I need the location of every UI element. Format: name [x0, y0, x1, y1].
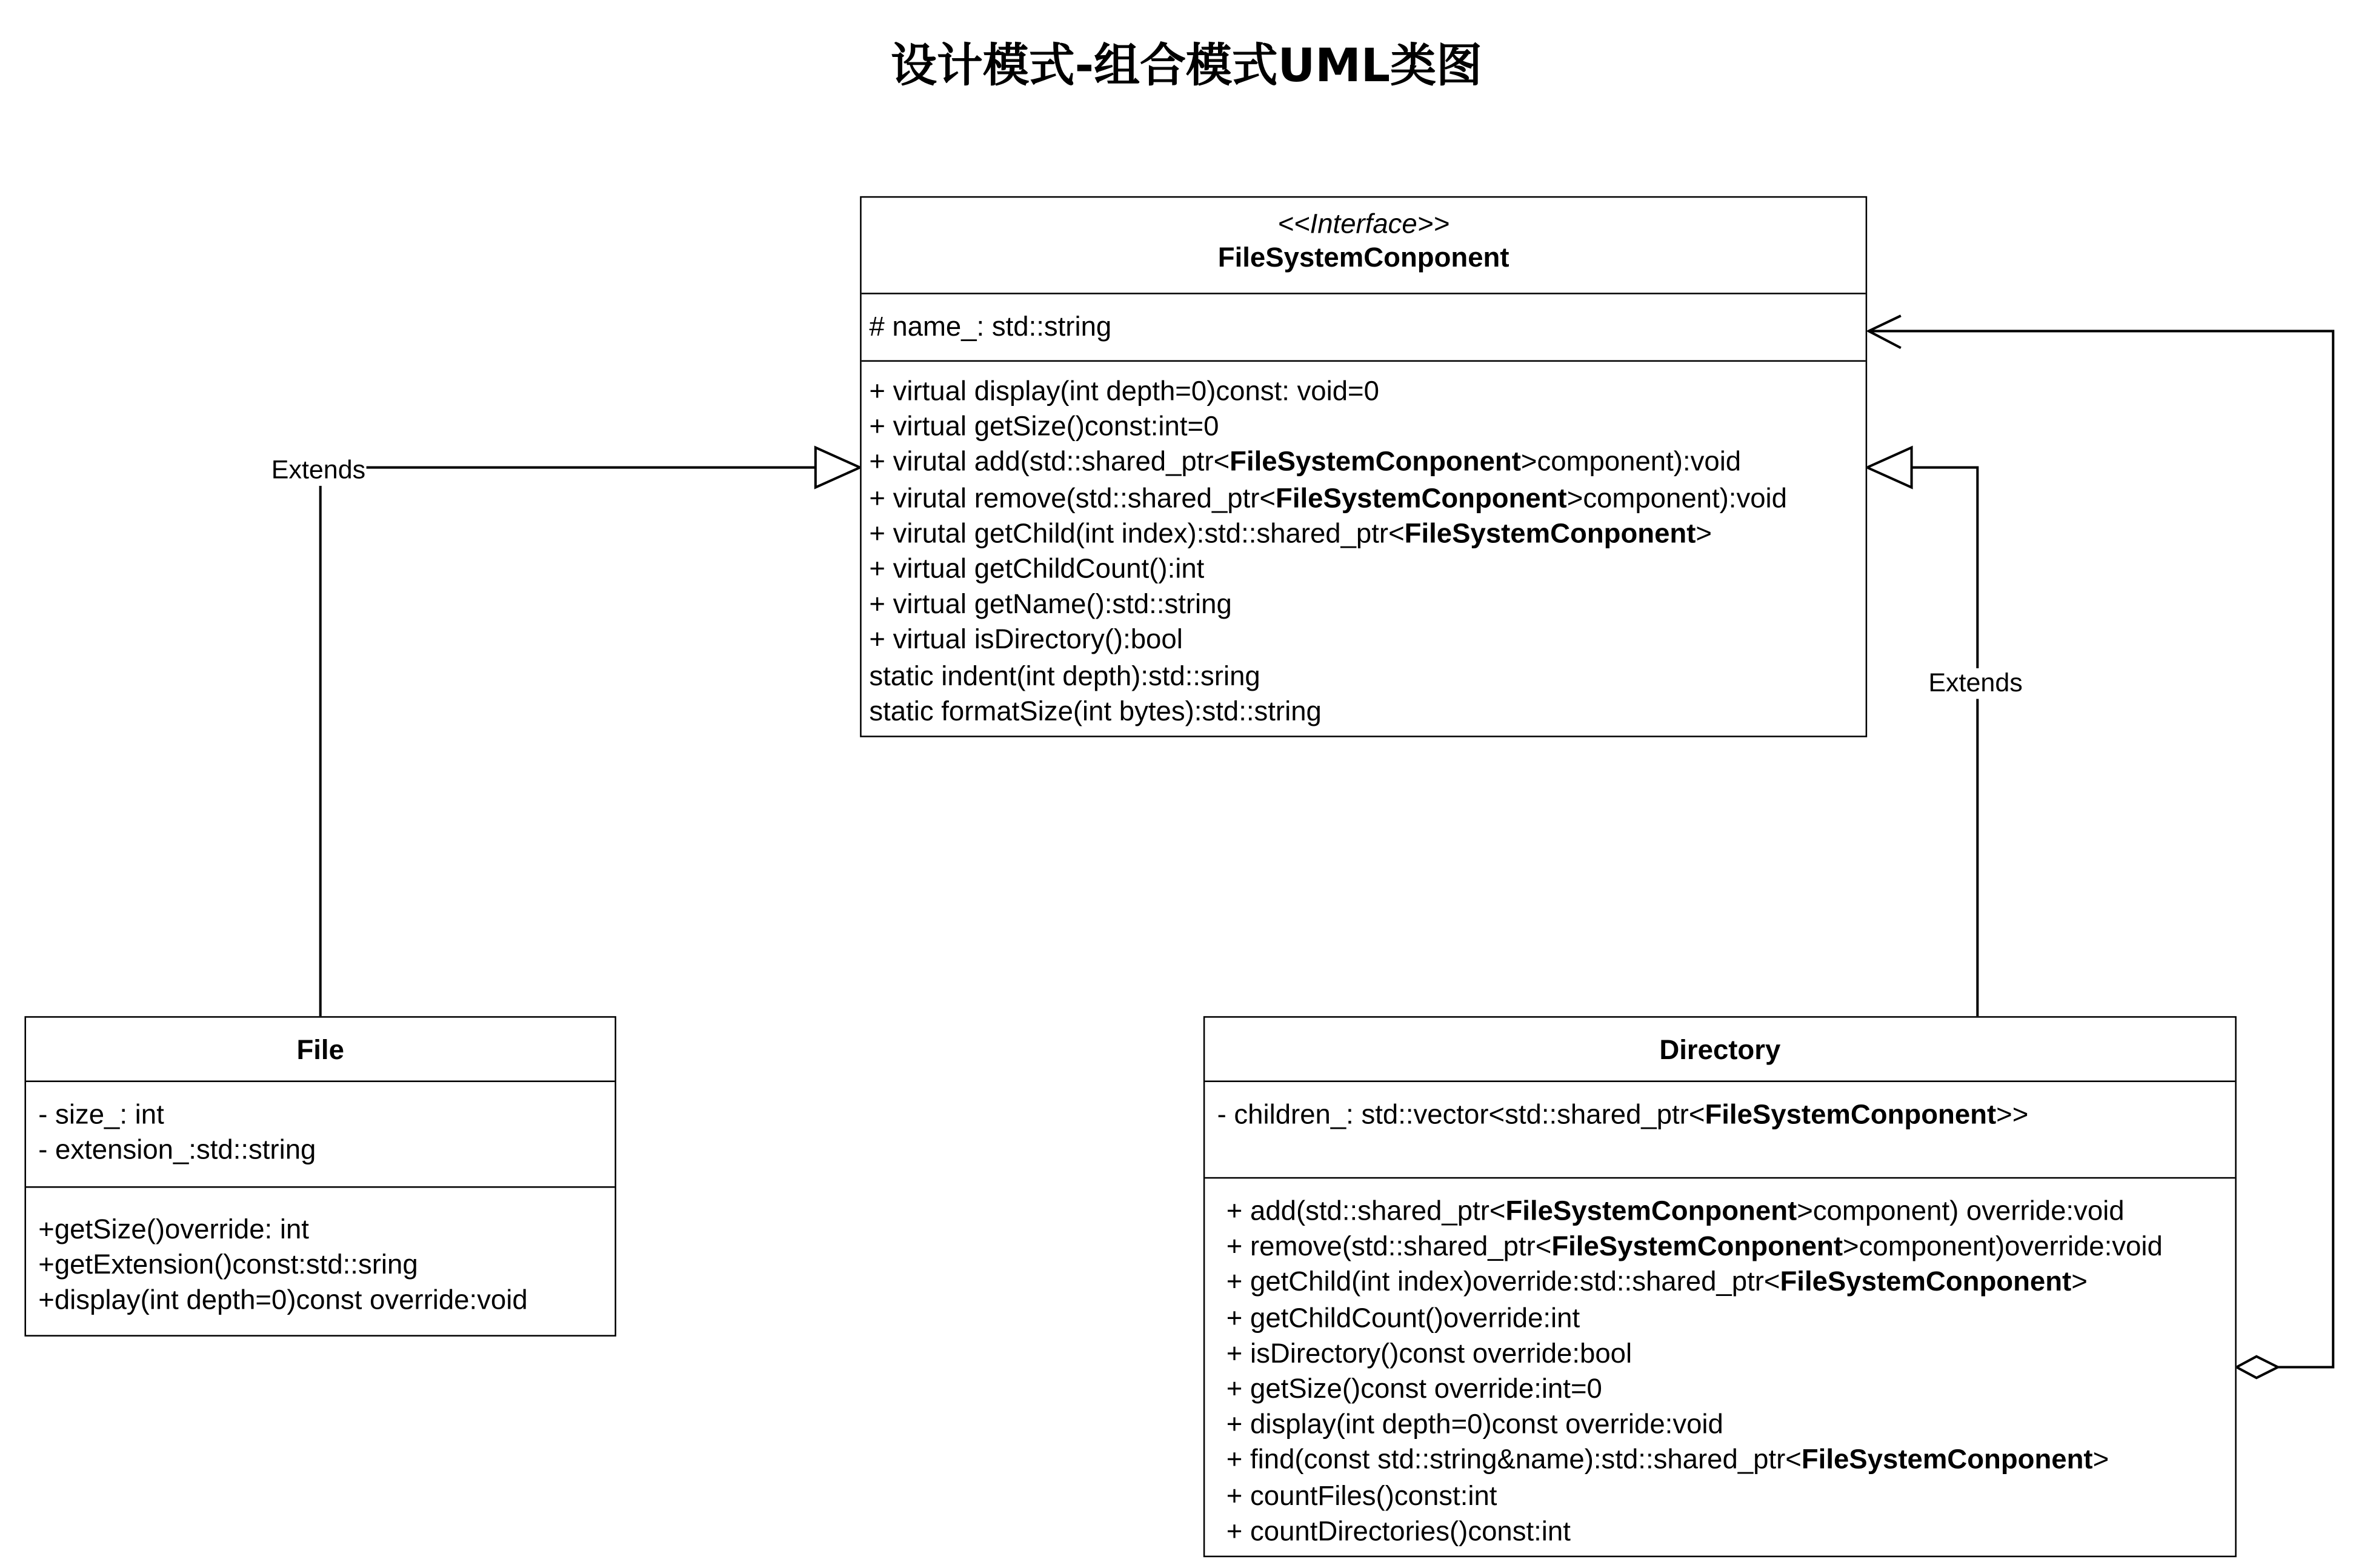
method-row	[869, 623, 1865, 659]
file-attributes	[26, 1082, 614, 1188]
member-text: + virtual display(int depth=0)const: void=0	[869, 375, 1379, 407]
directory-attributes	[1205, 1082, 2235, 1178]
file-generalization-arrow	[321, 448, 860, 1017]
method-row	[1226, 1229, 2235, 1265]
method-row	[1226, 1265, 2235, 1301]
attribute-row	[869, 310, 1865, 345]
method-row	[869, 445, 1865, 481]
method-row	[38, 1283, 614, 1319]
member-text: + virutal add(std::shared_ptr<	[869, 447, 1230, 477]
attribute-row	[38, 1097, 614, 1133]
type-name-bold: FileSystemConponent	[1404, 517, 1696, 549]
member-text: >	[2092, 1444, 2109, 1475]
file-header	[26, 1018, 614, 1082]
member-text: + add(std::shared_ptr<	[1226, 1195, 1506, 1226]
method-row	[869, 516, 1865, 552]
directory-methods	[1205, 1178, 2235, 1549]
method-row	[38, 1248, 614, 1284]
member-text: - children_: std::vector<std::shared_ptr<	[1217, 1098, 1705, 1130]
member-text: +getSize()override: int	[38, 1214, 309, 1245]
method-row	[869, 659, 1865, 694]
method-row	[869, 587, 1865, 623]
interface-attributes	[862, 294, 1866, 362]
member-text: + getSize()const override:int=0	[1226, 1373, 1602, 1404]
member-text: >>	[1996, 1098, 2029, 1130]
member-text: >	[1696, 517, 1712, 549]
member-text: + countFiles()const:int	[1226, 1480, 1497, 1511]
member-text: + virtual isDirectory():bool	[869, 624, 1183, 655]
method-row	[1226, 1372, 2235, 1407]
member-text: + virutal remove(std::shared_ptr<	[869, 482, 1276, 513]
member-text: - extension_:std::string	[38, 1134, 316, 1166]
type-name-bold: FileSystemConponent	[1505, 1195, 1797, 1226]
interface-filesystemconponent	[860, 196, 1867, 737]
class-directory	[1203, 1016, 2237, 1557]
method-row	[1226, 1443, 2235, 1478]
type-name-bold: FileSystemConponent	[1230, 447, 1521, 477]
diagram-title: 设计模式-组合模式UML类图	[891, 39, 1482, 94]
member-text: >component):void	[1520, 447, 1742, 477]
file-extends-label: Extends	[270, 455, 367, 486]
method-row	[869, 410, 1865, 445]
interface-header	[862, 198, 1866, 294]
member-text: >component) override:void	[1797, 1195, 2125, 1226]
directory-generalization-arrow	[1867, 448, 1977, 1017]
file-class-name: File	[296, 1034, 344, 1066]
member-text: + display(int depth=0)const override:void	[1226, 1409, 1723, 1440]
member-text: >	[2071, 1266, 2088, 1298]
attribute-row	[1217, 1097, 2235, 1133]
member-text: +getExtension()const:std::sring	[38, 1249, 418, 1280]
directory-class-name: Directory	[1659, 1034, 1781, 1066]
type-name-bold: FileSystemConponent	[1801, 1444, 2093, 1475]
method-row	[1226, 1336, 2235, 1372]
method-row	[1226, 1301, 2235, 1337]
method-row	[1226, 1478, 2235, 1514]
member-text: + getChild(int index)override:std::shared_ptr<	[1226, 1266, 1780, 1298]
method-row	[869, 374, 1865, 410]
interface-name: FileSystemConponent	[1217, 242, 1509, 273]
member-text: + getChildCount()override:int	[1226, 1302, 1580, 1333]
member-text: # name_: std::string	[869, 311, 1112, 342]
method-row	[38, 1212, 614, 1248]
method-row	[1226, 1407, 2235, 1443]
method-row	[1226, 1514, 2235, 1550]
method-row	[869, 694, 1865, 729]
member-text: static indent(int depth):std::sring	[869, 660, 1260, 691]
class-file	[24, 1016, 616, 1337]
member-text: + virtual getChildCount():int	[869, 553, 1205, 584]
member-text: + remove(std::shared_ptr<	[1226, 1231, 1552, 1262]
method-row	[1226, 1194, 2235, 1230]
method-row	[869, 552, 1865, 588]
file-methods	[26, 1188, 614, 1319]
type-name-bold: FileSystemConponent	[1780, 1266, 2072, 1298]
member-text: +display(int depth=0)const override:void	[38, 1284, 528, 1316]
member-text: >component)override:void	[1843, 1231, 2163, 1262]
member-text: + countDirectories()const:int	[1226, 1515, 1571, 1546]
directory-header	[1205, 1018, 2235, 1082]
member-text: + find(const std::string&name):std::shared_ptr<	[1226, 1444, 1802, 1475]
attribute-row	[38, 1133, 614, 1169]
type-name-bold: FileSystemConponent	[1705, 1098, 1997, 1130]
member-text: static formatSize(int bytes):std::string	[869, 695, 1322, 726]
member-text: >component):void	[1566, 482, 1787, 513]
type-name-bold: FileSystemConponent	[1551, 1231, 1843, 1262]
type-name-bold: FileSystemConponent	[1276, 482, 1567, 513]
member-text: + isDirectory()const override:bool	[1226, 1337, 1632, 1369]
directory-extends-label: Extends	[1927, 668, 2024, 699]
method-row	[869, 480, 1865, 516]
member-text: + virtual getSize()const:int=0	[869, 411, 1219, 442]
member-text: + virtual getName():std::string	[869, 588, 1232, 620]
member-text: - size_: int	[38, 1098, 164, 1130]
interface-methods	[862, 362, 1866, 729]
member-text: + virutal getChild(int index):std::shared_ptr<	[869, 517, 1405, 549]
interface-stereotype: <<Interface>>	[1277, 208, 1449, 239]
